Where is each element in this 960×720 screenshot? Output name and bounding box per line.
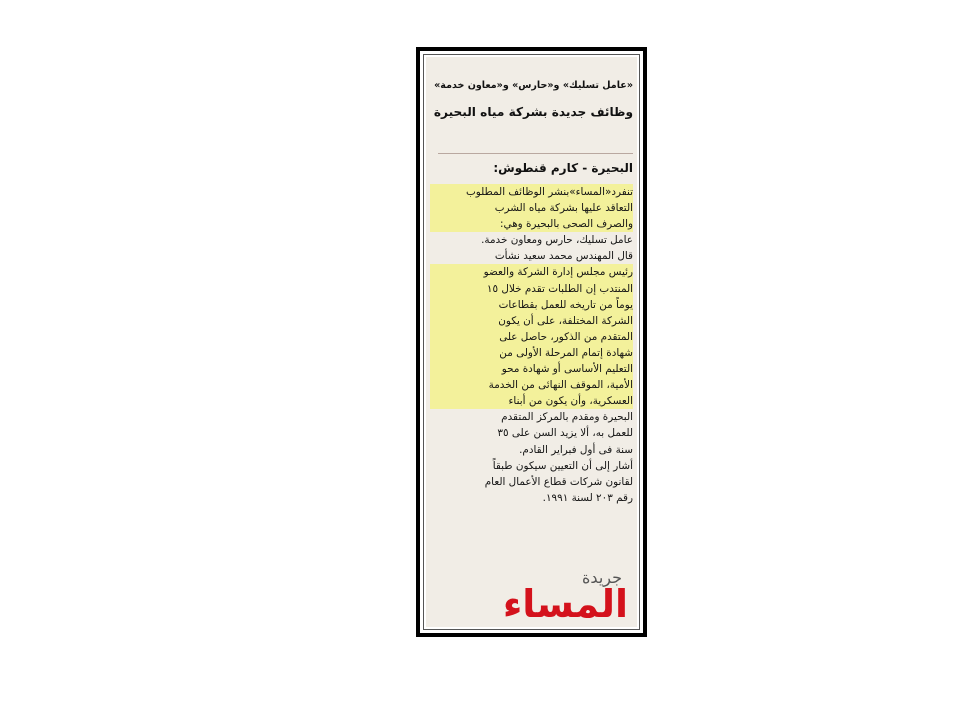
body-line: التعاقد عليها بشركة مياه الشرب (430, 200, 633, 216)
body-line: رقم ٢٠٣ لسنة ١٩٩١. (542, 491, 633, 504)
body-line: المتقدم من الذكور، حاصل على (430, 329, 633, 345)
body-line: لقانون شركات قطاع الأعمال العام (484, 475, 633, 488)
article-byline: البحيرة - كارم قنطوش: (493, 161, 633, 175)
logo-small-text: جريدة (582, 568, 622, 587)
body-line: المنتدب إن الطلبات تقدم خلال ١٥ (430, 281, 633, 297)
headline-divider (438, 153, 633, 154)
body-line: العسكرية، وأن يكون من أبناء (430, 393, 633, 409)
body-line: قال المهندس محمد سعيد نشأت (494, 250, 633, 263)
body-line: والصرف الصحى بالبحيرة وهي: (430, 216, 633, 232)
headline-line-1: «عامل تسليك» و«حارس» و«معاون خدمة» (434, 80, 633, 91)
body-line: شهادة إتمام المرحلة الأولى من (430, 345, 633, 361)
almasaa-newspaper-logo (488, 564, 628, 627)
headline-line-2: وظائف جديدة بشركة مياه البحيرة (433, 105, 633, 119)
body-line: عامل تسليك، حارس ومعاون خدمة. (481, 234, 633, 247)
body-line: رئيس مجلس إدارة الشركة والعضو (430, 264, 633, 280)
body-line: للعمل به، ألا يزيد السن على ٣٥ (497, 427, 633, 440)
newspaper-clipping (426, 57, 637, 627)
article-body (430, 184, 633, 506)
body-line: الأمية، الموقف النهائى من الخدمة (430, 377, 633, 393)
body-line: يوماً من تاريخه للعمل بقطاعات (430, 297, 633, 313)
body-line: التعليم الأساسى أو شهادة محو (430, 361, 633, 377)
logo-main-text: المساء (502, 582, 628, 626)
article-headline (430, 73, 633, 125)
body-line: الشركة المختلفة، على أن يكون (430, 313, 633, 329)
body-line: أشار إلى أن التعيين سيكون طبقاً (492, 459, 633, 472)
body-line: سنة فى أول فبراير القادم. (519, 443, 633, 456)
body-line: تنفرد«المساء»بنشر الوظائف المطلوب (430, 184, 633, 200)
body-line: البحيرة ومقدم بالمركز المتقدم (501, 411, 633, 424)
newspaper-clipping-frame (416, 47, 647, 637)
